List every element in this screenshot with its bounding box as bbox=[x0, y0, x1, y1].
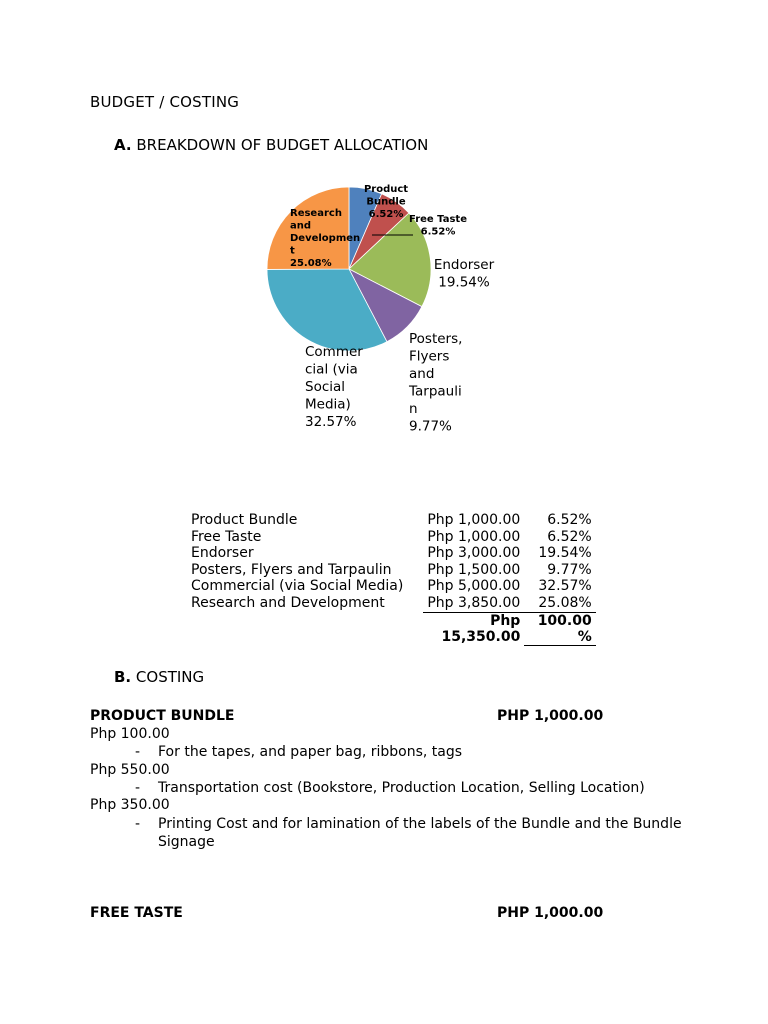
cost-amount-2: Php 550.00 bbox=[90, 762, 170, 778]
pie-slice-label-line: Commer bbox=[305, 344, 363, 360]
allocation-percent: 32.57% bbox=[538, 578, 592, 595]
allocation-table bbox=[187, 512, 596, 646]
pie-slice-label-line: and bbox=[290, 220, 312, 232]
allocation-item: Endorser bbox=[191, 545, 254, 562]
allocation-item: Posters, Flyers and Tarpaulin bbox=[191, 561, 392, 578]
allocation-item: Research and Development bbox=[191, 595, 385, 612]
allocation-amount: Php 1,000.00 bbox=[427, 528, 521, 545]
cost-desc-1: For the tapes, and paper bag, ribbons, tags bbox=[158, 744, 463, 760]
product-bundle-total: PHP 1,000.00 bbox=[497, 708, 604, 724]
pie-slice-label-line: 6.52% bbox=[368, 209, 404, 220]
total-amount bbox=[423, 612, 524, 645]
pie-slice-label bbox=[364, 184, 408, 220]
allocation-row bbox=[187, 562, 596, 579]
allocation-row bbox=[187, 545, 596, 562]
pie-slice-label-line: 25.08% bbox=[290, 258, 332, 269]
pie-slice-label-line: Media) bbox=[305, 396, 351, 413]
pie-slice-label-line: Tarpauli bbox=[409, 383, 462, 400]
total-amount-line1: Php bbox=[490, 612, 521, 629]
allocation-row bbox=[187, 512, 596, 529]
pie-slice-label bbox=[305, 344, 363, 430]
allocation-total-row bbox=[187, 612, 596, 645]
allocation-item: Product Bundle bbox=[191, 512, 298, 528]
pie-slice-label-line: Free Taste bbox=[409, 214, 467, 225]
section-a-letter: A. bbox=[114, 136, 132, 154]
allocation-item: Free Taste bbox=[191, 528, 262, 545]
pie-slice-label-line: n bbox=[409, 401, 418, 417]
allocation-amount: Php 3,850.00 bbox=[427, 594, 521, 611]
cost-amount-3: Php 350.00 bbox=[90, 797, 170, 813]
bullet-dash-1: - bbox=[135, 744, 141, 760]
pie-slice-label-line: 19.54% bbox=[438, 274, 490, 291]
allocation-percent: 9.77% bbox=[547, 561, 592, 578]
allocation-percent: 6.52% bbox=[547, 528, 592, 545]
pie-slice-label-line: Posters, bbox=[409, 331, 463, 347]
cost-desc-2: Transportation cost (Bookstore, Production Location, Selling Location) bbox=[158, 780, 645, 796]
cost-desc-3b: Signage bbox=[158, 834, 215, 850]
pie-slice-label-line: Endorser bbox=[433, 257, 495, 273]
pie-slice-label-line: Developmen bbox=[290, 233, 361, 244]
total-percent bbox=[524, 612, 595, 645]
allocation-amount: Php 1,000.00 bbox=[427, 512, 521, 528]
total-percent-line1: 100.00 bbox=[537, 612, 592, 629]
section-a-title: BREAKDOWN OF BUDGET ALLOCATION bbox=[136, 136, 429, 154]
bullet-dash-2: - bbox=[135, 780, 141, 796]
allocation-amount: Php 1,500.00 bbox=[427, 561, 521, 578]
pie-slice-label bbox=[434, 257, 495, 291]
pie-slice-label-line: Flyers bbox=[409, 348, 450, 365]
pie-slice-label-line: Research bbox=[290, 208, 342, 219]
pie-slice-label-line: Product bbox=[363, 184, 409, 195]
pie-slice-label-line: and bbox=[409, 366, 435, 382]
free-taste-heading: FREE TASTE bbox=[90, 905, 183, 921]
pie-slice-label-line: 9.77% bbox=[409, 418, 452, 435]
section-b-letter: B. bbox=[114, 668, 132, 686]
pie-slice-label-line: 32.57% bbox=[305, 414, 357, 430]
pie-slice-label-line: 6.52% bbox=[420, 226, 456, 238]
allocation-row bbox=[187, 529, 596, 546]
pie-slice-label-line: Social bbox=[305, 379, 346, 395]
cost-amount-1: Php 100.00 bbox=[90, 726, 170, 742]
total-percent-line2: % bbox=[577, 628, 592, 645]
section-b-heading bbox=[114, 668, 204, 686]
allocation-row bbox=[187, 595, 596, 612]
allocation-row bbox=[187, 578, 596, 595]
allocation-percent: 19.54% bbox=[538, 545, 592, 562]
page-title: BUDGET / COSTING bbox=[90, 93, 240, 111]
section-b-title: COSTING bbox=[135, 668, 205, 686]
product-bundle-heading: PRODUCT BUNDLE bbox=[90, 708, 235, 724]
free-taste-total: PHP 1,000.00 bbox=[497, 905, 604, 921]
allocation-amount: Php 3,000.00 bbox=[427, 545, 521, 562]
allocation-percent: 6.52% bbox=[547, 512, 592, 528]
pie-slice-label-line: Bundle bbox=[366, 196, 406, 208]
allocation-item: Commercial (via Social Media) bbox=[191, 578, 404, 595]
allocation-percent: 25.08% bbox=[538, 594, 592, 611]
total-amount-line2: 15,350.00 bbox=[441, 628, 521, 645]
pie-slice-label-line: t bbox=[290, 245, 295, 257]
bullet-dash-3: - bbox=[135, 816, 141, 832]
allocation-amount: Php 5,000.00 bbox=[427, 578, 521, 595]
pie-slice-label bbox=[408, 331, 462, 435]
pie-slice-label-line: cial (via bbox=[305, 361, 358, 378]
cost-desc-3a: Printing Cost and for lamination of the labels of the Bundle and the Bundle bbox=[158, 816, 682, 832]
budget-pie-chart bbox=[0, 0, 768, 460]
